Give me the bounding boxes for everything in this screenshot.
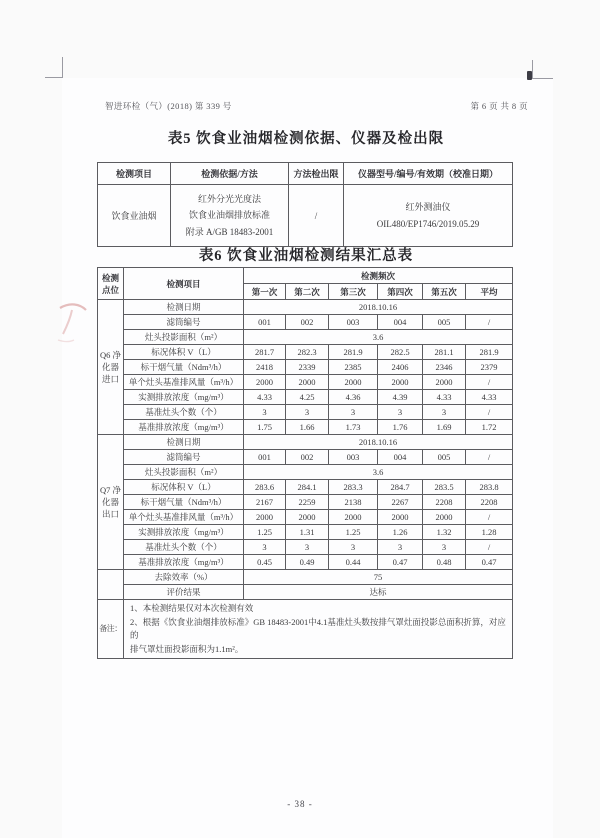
table5 bbox=[97, 162, 513, 247]
value-cell: / bbox=[466, 375, 513, 390]
point-cell bbox=[98, 300, 124, 435]
corner-mark-top-right-horizontal bbox=[532, 78, 553, 79]
instrument-cell bbox=[344, 185, 513, 247]
value-cell: 4.33 bbox=[423, 390, 466, 405]
value-cell: 1.76 bbox=[378, 420, 423, 435]
value-cell: 281.9 bbox=[466, 345, 513, 360]
row-label-cell: 基准灶头个数（个） bbox=[124, 405, 244, 420]
table-row bbox=[98, 435, 513, 450]
row-label-cell: 单个灶头基准排风量（m³/h） bbox=[124, 510, 244, 525]
text-line: Q7 净 bbox=[99, 484, 121, 495]
value-cell: 1.69 bbox=[423, 420, 466, 435]
value-cell: 284.7 bbox=[378, 480, 423, 495]
row-label-cell: 标况体积 V（L） bbox=[124, 480, 244, 495]
value-cell: 2339 bbox=[286, 360, 329, 375]
value-span-cell: 3.6 bbox=[244, 330, 513, 345]
value-cell: 2418 bbox=[244, 360, 286, 375]
point-cell-empty bbox=[98, 570, 124, 600]
value-cell: / bbox=[466, 510, 513, 525]
report-number: 智进环检（气）(2018) 第 339 号 bbox=[105, 101, 232, 111]
table6 bbox=[97, 267, 513, 659]
value-cell: 2000 bbox=[378, 510, 423, 525]
value-cell: 2208 bbox=[423, 495, 466, 510]
text-line: 进口 bbox=[101, 374, 119, 385]
value-cell: 2000 bbox=[423, 375, 466, 390]
text-line: OIL480/EP1746/2019.05.29 bbox=[376, 218, 480, 229]
table-row bbox=[98, 330, 513, 345]
corner-mark-top-right-vertical bbox=[532, 60, 533, 79]
value-cell: 284.1 bbox=[286, 480, 329, 495]
column-header-run: 第五次 bbox=[423, 284, 466, 300]
value-cell: / bbox=[466, 540, 513, 555]
corner-mark-top-left-vertical bbox=[62, 57, 63, 78]
value-cell: 005 bbox=[423, 450, 466, 465]
notes-label-cell: 备注： bbox=[98, 600, 124, 659]
row-label-cell: 单个灶头基准排风量（m³/h） bbox=[124, 375, 244, 390]
value-cell: 1.73 bbox=[329, 420, 378, 435]
value-cell: 2167 bbox=[244, 495, 286, 510]
text-line: 排气罩灶面投影面积为1.1m²。 bbox=[130, 643, 244, 654]
value-cell: 1.75 bbox=[244, 420, 286, 435]
value-cell: 2000 bbox=[244, 510, 286, 525]
value-span-cell: 达标 bbox=[244, 585, 513, 600]
value-cell: 3 bbox=[378, 405, 423, 420]
text-line: 1、本检测结果仅对本次检测有效 bbox=[130, 603, 254, 613]
value-cell: 0.48 bbox=[423, 555, 466, 570]
value-cell: 001 bbox=[244, 450, 286, 465]
column-header: 检测依据/方法 bbox=[171, 163, 289, 185]
table-row bbox=[98, 345, 513, 360]
table-row bbox=[98, 465, 513, 480]
row-label-cell: 评价结果 bbox=[124, 585, 244, 600]
table-row bbox=[98, 450, 513, 465]
value-cell: 2000 bbox=[244, 375, 286, 390]
row-label-cell: 去除效率（%） bbox=[124, 570, 244, 585]
text-line: 2、根据《饮食业油烟排放标准》GB 18483-2001中4.1基准灶头数按排气罩灶面投影总面积折算，对应的 bbox=[130, 616, 506, 641]
table6-title: 表6 饮食业油烟检测结果汇总表 bbox=[198, 248, 414, 264]
value-cell: 3 bbox=[244, 540, 286, 555]
value-cell: 2346 bbox=[423, 360, 466, 375]
text-line: 饮食业油烟排放标准 bbox=[188, 210, 270, 221]
value-cell: 1.28 bbox=[466, 525, 513, 540]
value-cell: 2000 bbox=[286, 375, 329, 390]
table-row bbox=[98, 480, 513, 495]
row-label-cell: 检测日期 bbox=[124, 435, 244, 450]
value-cell: 3 bbox=[329, 405, 378, 420]
value-cell: 4.33 bbox=[466, 390, 513, 405]
column-header-run: 第三次 bbox=[329, 284, 378, 300]
column-header-point bbox=[98, 268, 124, 300]
point-cell bbox=[98, 435, 124, 570]
row-label-cell: 检测日期 bbox=[124, 300, 244, 315]
value-cell: 002 bbox=[286, 450, 329, 465]
row-label-cell: 标干烟气量（Ndm³/h） bbox=[124, 495, 244, 510]
notes-row bbox=[98, 600, 513, 659]
column-header-frequency: 检测频次 bbox=[244, 268, 513, 284]
table-row bbox=[98, 525, 513, 540]
row-label-cell: 基准排放浓度（mg/m³） bbox=[124, 555, 244, 570]
value-cell: / bbox=[466, 450, 513, 465]
table-row bbox=[98, 540, 513, 555]
value-cell: 3 bbox=[329, 540, 378, 555]
value-cell: 2000 bbox=[423, 510, 466, 525]
value-cell: 0.44 bbox=[329, 555, 378, 570]
value-cell: 4.36 bbox=[329, 390, 378, 405]
value-cell: 002 bbox=[286, 315, 329, 330]
text-line: 检测 bbox=[101, 272, 119, 283]
value-cell: 3 bbox=[423, 405, 466, 420]
value-span-cell: 2018.10.16 bbox=[244, 435, 513, 450]
text-line: 出口 bbox=[101, 509, 119, 520]
row-label-cell: 灶头投影面积（m²） bbox=[124, 465, 244, 480]
row-label-cell: 实测排放浓度（mg/m³） bbox=[124, 525, 244, 540]
value-cell: 3 bbox=[244, 405, 286, 420]
value-cell: 2000 bbox=[286, 510, 329, 525]
column-header: 检测项目 bbox=[98, 163, 171, 185]
table-row bbox=[98, 360, 513, 375]
red-stamp-fragment bbox=[48, 296, 96, 348]
column-header: 仪器型号/编号/有效期（校准日期） bbox=[344, 163, 513, 185]
column-header-run: 第四次 bbox=[378, 284, 423, 300]
value-cell: 281.9 bbox=[329, 345, 378, 360]
column-header-run: 平均 bbox=[466, 284, 513, 300]
summary-row bbox=[98, 570, 513, 585]
summary-row bbox=[98, 585, 513, 600]
detection-limit-cell: / bbox=[289, 185, 344, 247]
text-line: 点位 bbox=[101, 284, 119, 295]
value-cell: 4.39 bbox=[378, 390, 423, 405]
notes-content-cell bbox=[124, 600, 513, 659]
table-row bbox=[98, 495, 513, 510]
value-cell: / bbox=[466, 405, 513, 420]
table-row bbox=[98, 375, 513, 390]
column-header-item: 检测项目 bbox=[124, 268, 244, 300]
page-number: - 38 - bbox=[287, 799, 313, 809]
value-cell: 2267 bbox=[378, 495, 423, 510]
value-cell: 2000 bbox=[329, 375, 378, 390]
item-cell: 饮食业油烟 bbox=[98, 185, 171, 247]
table-row bbox=[98, 300, 513, 315]
value-cell: 2138 bbox=[329, 495, 378, 510]
value-cell: 2385 bbox=[329, 360, 378, 375]
value-cell: 0.47 bbox=[466, 555, 513, 570]
value-cell: 283.6 bbox=[244, 480, 286, 495]
page-indicator: 第 6 页 共 8 页 bbox=[470, 101, 528, 111]
value-cell: 3 bbox=[378, 540, 423, 555]
value-cell: 2406 bbox=[378, 360, 423, 375]
value-cell: 2000 bbox=[329, 510, 378, 525]
value-cell: 2379 bbox=[466, 360, 513, 375]
text-line: Q6 净 bbox=[99, 349, 121, 360]
column-header-run: 第二次 bbox=[286, 284, 329, 300]
table-row bbox=[98, 185, 513, 247]
table5-table bbox=[97, 162, 513, 247]
value-cell: 1.25 bbox=[244, 525, 286, 540]
table-row bbox=[98, 405, 513, 420]
value-cell: 4.33 bbox=[244, 390, 286, 405]
row-label-cell: 基准灶头个数（个） bbox=[124, 540, 244, 555]
value-cell: 283.8 bbox=[466, 480, 513, 495]
scan-artifact-blob bbox=[527, 71, 532, 80]
row-label-cell: 滤筒编号 bbox=[124, 450, 244, 465]
value-cell: 3 bbox=[286, 405, 329, 420]
value-cell: 3 bbox=[286, 540, 329, 555]
value-cell: / bbox=[466, 315, 513, 330]
column-header-run: 第一次 bbox=[244, 284, 286, 300]
corner-mark-top-left-horizontal bbox=[45, 77, 63, 78]
value-cell: 0.45 bbox=[244, 555, 286, 570]
text-line: 红外测油仪 bbox=[405, 202, 451, 213]
value-cell: 2259 bbox=[286, 495, 329, 510]
row-label-cell: 标干烟气量（Ndm³/h） bbox=[124, 360, 244, 375]
value-cell: 1.26 bbox=[378, 525, 423, 540]
value-cell: 283.5 bbox=[423, 480, 466, 495]
table6-table bbox=[97, 267, 513, 659]
table-row bbox=[98, 420, 513, 435]
value-cell: 003 bbox=[329, 450, 378, 465]
column-header: 方法检出限 bbox=[289, 163, 344, 185]
row-label-cell: 标况体积 V（L） bbox=[124, 345, 244, 360]
text-line: 附录 A/GB 18483-2001 bbox=[185, 226, 274, 237]
value-cell: 3 bbox=[423, 540, 466, 555]
value-cell: 4.25 bbox=[286, 390, 329, 405]
value-cell: 2000 bbox=[378, 375, 423, 390]
row-label-cell: 滤筒编号 bbox=[124, 315, 244, 330]
table-row bbox=[98, 315, 513, 330]
value-cell: 283.3 bbox=[329, 480, 378, 495]
value-cell: 1.31 bbox=[286, 525, 329, 540]
table-row bbox=[98, 555, 513, 570]
value-cell: 005 bbox=[423, 315, 466, 330]
value-cell: 281.1 bbox=[423, 345, 466, 360]
value-cell: 282.5 bbox=[378, 345, 423, 360]
value-cell: 004 bbox=[378, 450, 423, 465]
row-label-cell: 实测排放浓度（mg/m³） bbox=[124, 390, 244, 405]
value-span-cell: 75 bbox=[244, 570, 513, 585]
value-cell: 1.25 bbox=[329, 525, 378, 540]
value-cell: 1.32 bbox=[423, 525, 466, 540]
row-label-cell: 基准排放浓度（mg/m³） bbox=[124, 420, 244, 435]
value-cell: 001 bbox=[244, 315, 286, 330]
value-span-cell: 2018.10.16 bbox=[244, 300, 513, 315]
table-row bbox=[98, 390, 513, 405]
text-line: 红外分光光度法 bbox=[197, 194, 261, 205]
method-cell bbox=[171, 185, 289, 247]
value-cell: 003 bbox=[329, 315, 378, 330]
value-cell: 1.72 bbox=[466, 420, 513, 435]
value-cell: 281.7 bbox=[244, 345, 286, 360]
value-cell: 004 bbox=[378, 315, 423, 330]
value-cell: 1.66 bbox=[286, 420, 329, 435]
table5-header-row bbox=[98, 163, 513, 185]
text-line: 化器 bbox=[101, 496, 119, 507]
table6-header-row bbox=[98, 268, 513, 284]
value-span-cell: 3.6 bbox=[244, 465, 513, 480]
text-line: 化器 bbox=[101, 361, 119, 372]
row-label-cell: 灶头投影面积（m²） bbox=[124, 330, 244, 345]
table5-title: 表5 饮食业油烟检测依据、仪器及检出限 bbox=[167, 131, 445, 147]
value-cell: 0.49 bbox=[286, 555, 329, 570]
table-row bbox=[98, 510, 513, 525]
value-cell: 282.3 bbox=[286, 345, 329, 360]
value-cell: 2208 bbox=[466, 495, 513, 510]
value-cell: 0.47 bbox=[378, 555, 423, 570]
